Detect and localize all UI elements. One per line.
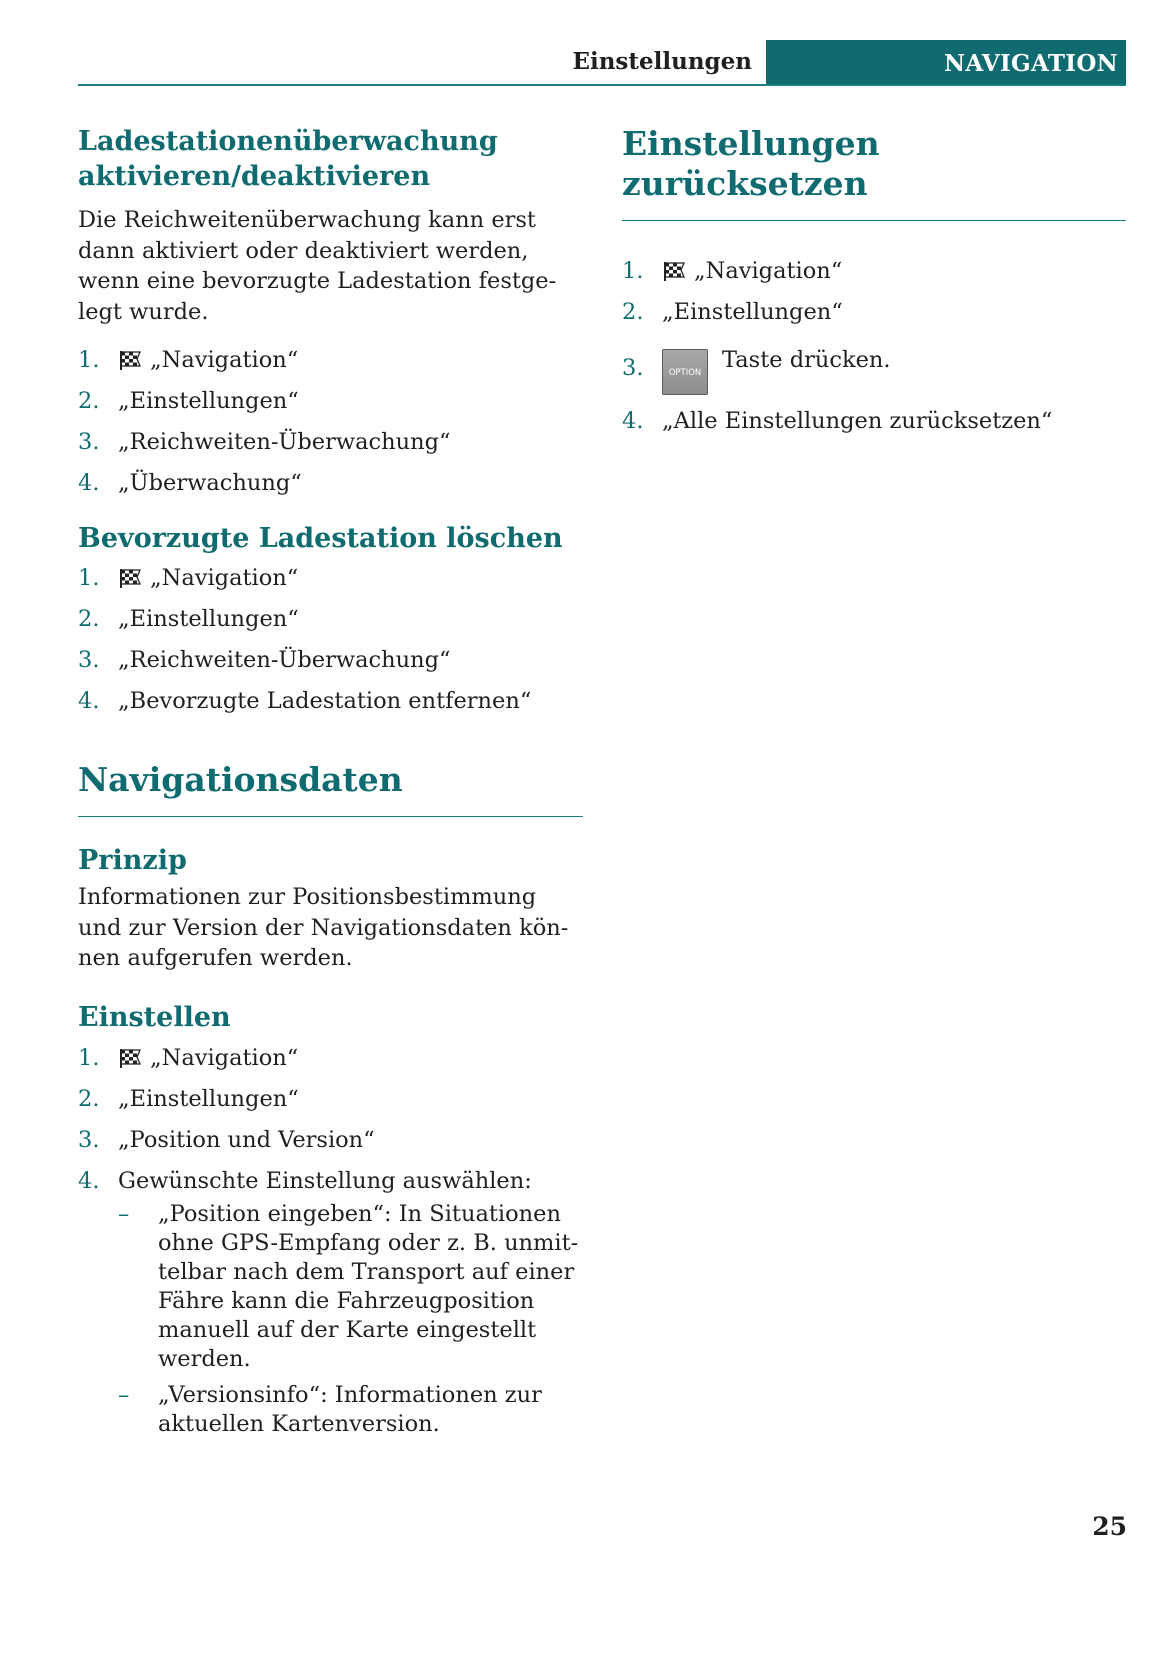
list-item bbox=[622, 256, 1126, 286]
step-text: „Navigation“ bbox=[150, 347, 299, 373]
section-title-delete-station: Bevorzugte Ladestation löschen bbox=[78, 523, 563, 554]
section-charging-monitoring bbox=[78, 124, 583, 509]
section-navigation-data bbox=[78, 760, 583, 1450]
list-item bbox=[78, 645, 583, 675]
steps-list bbox=[78, 563, 583, 716]
header-chapter-tab bbox=[766, 40, 1126, 86]
list-item bbox=[78, 1084, 583, 1114]
section-title-line: aktivieren/deaktivieren bbox=[78, 161, 431, 192]
paragraph-line: wenn eine bevorzugte Ladestation festge- bbox=[78, 268, 557, 294]
step-text: „Einstellungen“ bbox=[662, 299, 843, 325]
list-item bbox=[78, 345, 583, 375]
step-number: 1. bbox=[78, 1044, 100, 1071]
step-number: 3. bbox=[78, 1126, 100, 1153]
step-text: „Navigation“ bbox=[150, 1044, 299, 1071]
subsection-title-settings: Einstellen bbox=[78, 1001, 231, 1033]
step-text: „Reichweiten-Überwachung“ bbox=[118, 429, 451, 455]
option-line: ohne GPS-Empfang oder z. B. unmit- bbox=[158, 1229, 579, 1256]
step-text: „Reichweiten-Überwachung“ bbox=[118, 647, 451, 673]
subsection-title-principle: Prinzip bbox=[78, 845, 187, 876]
steps-list bbox=[78, 1043, 583, 1439]
option-line: „Position eingeben“: In Situationen bbox=[158, 1200, 561, 1227]
section-title-line: Ladestationenüberwachung bbox=[78, 126, 498, 157]
section-title-reset-settings: Einstellungen zurücksetzen bbox=[622, 124, 1126, 221]
list-item bbox=[78, 563, 583, 593]
option-line: „Versionsinfo“: Informationen zur bbox=[158, 1381, 542, 1408]
step-number: 4. bbox=[78, 1167, 100, 1194]
step-number: 1. bbox=[622, 258, 644, 284]
section-title-charging-monitoring bbox=[78, 124, 583, 194]
paragraph-line: nen aufgerufen werden. bbox=[78, 945, 353, 971]
step-number: 4. bbox=[622, 408, 644, 434]
option-key-icon: OPTION bbox=[662, 349, 708, 395]
step-text: „Bevorzugte Ladestation entfernen“ bbox=[118, 688, 532, 714]
step-number: 3. bbox=[78, 647, 100, 673]
list-item bbox=[622, 345, 1126, 395]
section-reset-settings bbox=[622, 124, 1126, 447]
step-text: Gewünschte Einstellung auswählen: bbox=[118, 1167, 532, 1194]
list-item bbox=[78, 468, 583, 498]
step-number: 2. bbox=[622, 299, 644, 325]
header-rule bbox=[78, 84, 1126, 86]
step-number: 4. bbox=[78, 470, 100, 496]
step-text: „Einstellungen“ bbox=[118, 388, 299, 414]
section-title-navigation-data: Navigationsdaten bbox=[78, 760, 583, 817]
navigation-flag-icon bbox=[662, 260, 688, 282]
paragraph-line: dann aktiviert oder deaktiviert werden, bbox=[78, 237, 529, 264]
step-number: 2. bbox=[78, 388, 100, 414]
step-text: „Einstellungen“ bbox=[118, 606, 299, 632]
header-chapter-label: NAVIGATION bbox=[944, 49, 1118, 77]
step-number: 2. bbox=[78, 1085, 100, 1112]
step-text: „Alle Einstellungen zurücksetzen“ bbox=[662, 408, 1053, 434]
list-item bbox=[118, 1200, 583, 1374]
step-number: 2. bbox=[78, 606, 100, 632]
step-number: 1. bbox=[78, 347, 100, 373]
step-text: „Überwachung“ bbox=[118, 470, 302, 496]
list-item bbox=[78, 386, 583, 416]
list-item bbox=[78, 427, 583, 457]
list-item bbox=[78, 686, 583, 716]
list-item bbox=[78, 1125, 583, 1155]
paragraph-line: Informationen zur Positionsbestimmung bbox=[78, 884, 537, 910]
section-paragraph bbox=[78, 205, 583, 327]
steps-list bbox=[622, 256, 1126, 436]
step-number: 3. bbox=[78, 429, 100, 455]
option-line: aktuellen Kartenversion. bbox=[158, 1410, 440, 1437]
step-number: 4. bbox=[78, 688, 100, 714]
step-text: „Navigation“ bbox=[150, 565, 299, 591]
header-section-title: Einstellungen bbox=[572, 48, 752, 75]
dash-bullet: – bbox=[118, 1381, 130, 1408]
principle-paragraph bbox=[78, 882, 583, 974]
options-list bbox=[78, 1200, 583, 1439]
section-delete-charging-station bbox=[78, 521, 583, 727]
option-line: werden. bbox=[158, 1345, 251, 1372]
option-line: Fähre kann die Fahrzeugposition bbox=[158, 1287, 535, 1314]
paragraph-line: Die Reichweitenüberwachung kann erst bbox=[78, 207, 536, 233]
step-number: 3. bbox=[622, 355, 644, 381]
page-header bbox=[78, 40, 1126, 86]
step-text: „Position und Version“ bbox=[118, 1126, 375, 1153]
list-item bbox=[78, 1166, 583, 1439]
step-text: Taste drücken. bbox=[722, 347, 891, 373]
list-item bbox=[622, 297, 1126, 327]
list-item bbox=[78, 604, 583, 634]
paragraph-line: und zur Version der Navigationsdaten kön- bbox=[78, 914, 569, 941]
list-item bbox=[118, 1381, 583, 1439]
step-number: 1. bbox=[78, 565, 100, 591]
dash-bullet: – bbox=[118, 1200, 130, 1227]
list-item bbox=[622, 406, 1126, 436]
option-line: telbar nach dem Transport auf einer bbox=[158, 1258, 575, 1285]
steps-list bbox=[78, 345, 583, 498]
list-item bbox=[78, 1043, 583, 1073]
option-line: manuell auf der Karte eingestellt bbox=[158, 1316, 537, 1343]
step-text: „Einstellungen“ bbox=[118, 1085, 299, 1112]
navigation-flag-icon bbox=[118, 1047, 144, 1069]
step-text: „Navigation“ bbox=[694, 258, 843, 284]
navigation-flag-icon bbox=[118, 349, 144, 371]
navigation-flag-icon bbox=[118, 567, 144, 589]
page-number: 25 bbox=[1092, 1512, 1127, 1541]
paragraph-line: legt wurde. bbox=[78, 298, 209, 325]
